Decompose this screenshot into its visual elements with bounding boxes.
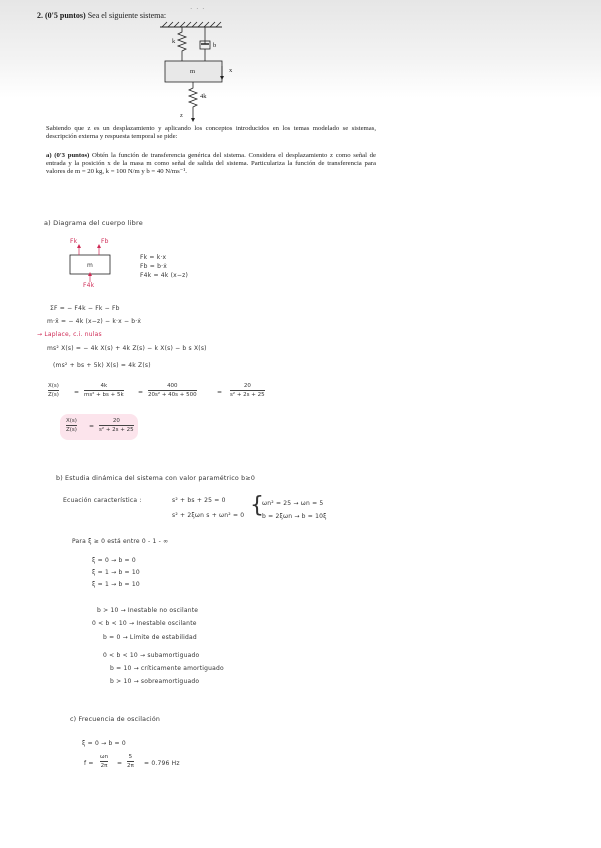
brace-eq-2: b = 2ξωn → b = 10ξ xyxy=(262,513,327,520)
equation-grouped: (ms² + bs + 5k) X(s) = 4k Z(s) xyxy=(53,362,151,369)
c-eq-1: ξ = 0 → b = 0 xyxy=(82,740,126,747)
c-eq-2-frac xyxy=(100,754,108,769)
brace: { xyxy=(250,493,264,518)
part-a-label: a) (0'3 puntos) xyxy=(46,152,90,159)
case-b-2: 0 < b < 10 → Inestable oscilante xyxy=(92,620,197,627)
fbd-label-fk: Fk xyxy=(70,238,78,245)
c-eq-2-frac-num: ωn xyxy=(100,754,109,760)
c-eq-2-frac-den: 2π xyxy=(100,763,108,769)
tf-lhs-num: X(s) xyxy=(48,383,59,389)
mechanical-system-figure xyxy=(0,0,601,130)
figure-label-4k: 4k xyxy=(200,93,207,100)
case-b-3: b = 0 → Límite de estabilidad xyxy=(103,634,197,641)
equals-sign: = xyxy=(74,389,80,396)
case-b-4: 0 < b < 10 → subamortiguado xyxy=(103,652,200,659)
char-eq-1: s² + bs + 25 = 0 xyxy=(172,497,226,504)
equation-laplace: ms² X(s) = − 4k X(s) + 4k Z(s) − k X(s) − b s X(s) xyxy=(47,345,207,352)
equation-sum-forces: ΣF = − F4k − Fk − Fb xyxy=(50,305,120,312)
final-tf-lhs xyxy=(66,418,77,433)
case-xi-inf: ξ = 1 → b = 10 xyxy=(92,581,140,588)
figure-label-x: x xyxy=(229,67,233,74)
problem-points: (0'5 puntos) xyxy=(45,11,86,20)
equals-sign-2: = xyxy=(138,389,144,396)
part-a-body: Obtén la función de transferencia genérica del sistema. Considera el desplazamiento z como señal de entrada y la posición x de la masa m como señal de salida del sistema. Particulariza la función de transferencia para valores de m = 20 kg, k = 100 N/m y b = 40 N/ms⁻¹. xyxy=(46,152,376,176)
tf-simplified-den: s² + 2s + 25 xyxy=(230,392,265,398)
tf-numeric-den: 20s² + 40s + 500 xyxy=(148,392,197,398)
c-eq-2-lhs: f = xyxy=(84,760,94,767)
final-tf-lhs-den: Z(s) xyxy=(66,427,77,433)
case-b-5: b = 10 → críticamente amortiguado xyxy=(110,665,224,672)
section-b-title: b) Estudia dinámica del sistema con valor paramétrico b≥0 xyxy=(56,475,256,482)
char-eq-label: Ecuación característica : xyxy=(63,497,142,504)
c-eq-2-rhs: = 0.796 Hz xyxy=(144,760,180,767)
c-eq-2-mid xyxy=(127,754,134,769)
tf-generic xyxy=(84,383,124,398)
scan-marks: · · · xyxy=(190,5,206,13)
case-b-1: b > 10 → Inestable no oscilante xyxy=(97,607,199,614)
brace-eq-1: ωn² = 25 → ωn = 5 xyxy=(262,500,324,507)
case-xi-0: ξ = 0 → b = 0 xyxy=(92,557,136,564)
tf-numeric-num: 400 xyxy=(167,383,178,389)
note-laplace: → Laplace, c.i. nulas xyxy=(37,331,102,338)
tf-simplified-num: 20 xyxy=(243,383,251,389)
problem-statement: Sabiendo que z es un desplazamiento y aplicando los conceptos introducidos en los temas modelado se sistemas, descripción externa y respuesta temporal se pide: xyxy=(46,125,376,141)
free-body-diagram xyxy=(0,240,601,300)
final-tf-rhs-den: s² + 2s + 25 xyxy=(99,427,134,433)
tf-numeric xyxy=(148,383,197,398)
fbd-eq-fb: Fb = b·ẋ xyxy=(140,263,167,270)
c-eq-2-mid-num: 5 xyxy=(128,754,133,760)
printed-problem xyxy=(0,0,390,190)
equals-sign-3: = xyxy=(217,389,223,396)
tf-generic-den: ms² + bs + 5k xyxy=(84,392,124,398)
part-a-text xyxy=(46,152,376,177)
tf-simplified xyxy=(230,383,265,398)
figure-label-k: k xyxy=(172,38,176,45)
char-eq-2: s² + 2ξωn s + ωn² = 0 xyxy=(172,512,245,519)
problem-title-text: Sea el siguiente sistema: xyxy=(87,11,167,20)
c-eq-2-mid-den: 2π xyxy=(127,763,134,769)
case-xi-1: ξ = 1 → b = 10 xyxy=(92,569,140,576)
figure-label-b: b xyxy=(213,42,217,49)
section-c-title: c) Frecuencia de oscilación xyxy=(70,716,161,723)
tf-generic-num: 4k xyxy=(100,383,108,389)
equals-sign-4: = xyxy=(89,423,95,430)
final-tf-rhs-num: 20 xyxy=(112,418,120,424)
equation-newton: m·ẍ = − 4k (x−z) − k·x − b·ẋ xyxy=(47,318,142,325)
final-tf-lhs-num: X(s) xyxy=(66,418,77,424)
final-tf-rhs xyxy=(99,418,134,433)
fbd-label-f4k: F4k xyxy=(83,282,95,289)
case-b-6: b > 10 → sobreamortiguado xyxy=(110,678,200,685)
tf-lhs xyxy=(48,383,59,398)
fbd-eq-fk: Fk = k·x xyxy=(140,254,167,261)
fbd-label-m: m xyxy=(87,262,94,269)
section-a-title: a) Diagrama del cuerpo libre xyxy=(44,219,143,227)
xi-range: Para ξ ≥ 0 está entre 0 - 1 - ∞ xyxy=(72,538,169,545)
figure-label-m: m xyxy=(190,68,196,75)
fbd-label-fb: Fb xyxy=(101,238,109,245)
fbd-eq-f4k: F4k = 4k (x−z) xyxy=(140,272,188,279)
equals-sign-5: = xyxy=(117,760,123,767)
figure-label-z: z xyxy=(180,112,183,119)
problem-number: 2. xyxy=(37,11,43,20)
tf-lhs-den: Z(s) xyxy=(48,392,59,398)
